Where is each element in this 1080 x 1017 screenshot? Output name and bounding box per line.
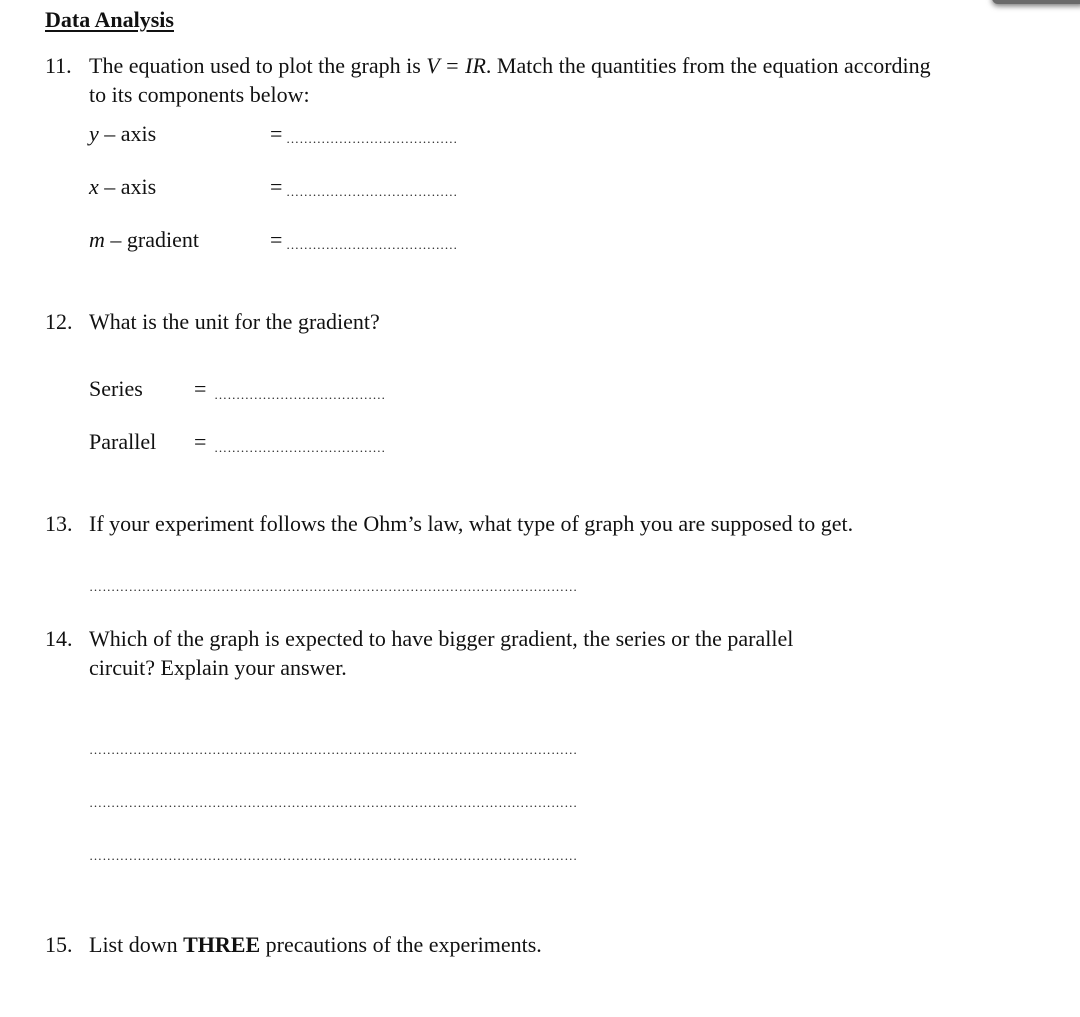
q14-number: 14. <box>45 626 73 651</box>
q11-answer-blank-y[interactable]: ………………………………… <box>286 131 458 146</box>
q11-var-m: m <box>89 227 105 252</box>
q12-answer-blank-series[interactable]: ………………………………… <box>214 387 386 402</box>
q13-answer-blank[interactable]: ………………………………………………………………………………………………… <box>89 579 578 594</box>
q11-row-gradient <box>89 227 199 253</box>
q11-equals-m: = <box>270 227 283 252</box>
q12-row-series: Series <box>89 376 143 401</box>
q11-row-x-axis <box>89 174 156 200</box>
q11-text-after: . Match the quantities from the equation according <box>485 53 931 78</box>
q15-bold-three: THREE <box>183 932 261 957</box>
q13-text: If your experiment follows the Ohm’s law, what type of graph you are supposed to get. <box>89 511 854 536</box>
q11-label-x: – axis <box>98 174 157 199</box>
q12-number: 12. <box>45 309 73 334</box>
q11-equation: V = IR <box>426 53 486 78</box>
q14-answer-blank-1[interactable]: ………………………………………………………………………………………………… <box>89 742 578 757</box>
q14-text-line1: Which of the graph is expected to have bigger gradient, the series or the parallel <box>89 626 794 651</box>
q12-equals-series: = <box>194 376 207 401</box>
q11-equals-x: = <box>270 174 283 199</box>
q11-answer-blank-m[interactable]: ………………………………… <box>286 237 458 252</box>
q14-answer-blank-2[interactable]: ………………………………………………………………………………………………… <box>89 795 578 810</box>
q15-number: 15. <box>45 932 73 957</box>
q11-row-y-axis <box>89 121 156 147</box>
q12-row-parallel: Parallel <box>89 429 157 454</box>
q15-text-before: List down <box>89 932 184 957</box>
section-heading: Data Analysis <box>45 7 174 32</box>
q13-number: 13. <box>45 511 73 536</box>
q11-number: 11. <box>45 53 72 78</box>
q11-text-line1 <box>89 53 931 79</box>
q11-answer-blank-x[interactable]: ………………………………… <box>286 184 458 199</box>
q14-text-line2: circuit? Explain your answer. <box>89 655 347 680</box>
q14-answer-blank-3[interactable]: ………………………………………………………………………………………………… <box>89 848 578 863</box>
q11-text-line2: to its components below: <box>89 82 310 107</box>
page-corner-shadow <box>992 0 1080 4</box>
q12-equals-parallel: = <box>194 429 207 454</box>
q11-var-y: y <box>89 121 99 146</box>
q11-label-y: – axis <box>98 121 157 146</box>
q12-answer-blank-parallel[interactable]: ………………………………… <box>214 440 386 455</box>
q11-text-before: The equation used to plot the graph is <box>89 53 427 78</box>
q11-var-x: x <box>89 174 99 199</box>
q15-text <box>89 932 542 958</box>
q11-label-gradient: – gradient <box>104 227 199 252</box>
q15-text-after: precautions of the experiments. <box>260 932 542 957</box>
q12-text: What is the unit for the gradient? <box>89 309 380 334</box>
q11-equals-y: = <box>270 121 283 146</box>
